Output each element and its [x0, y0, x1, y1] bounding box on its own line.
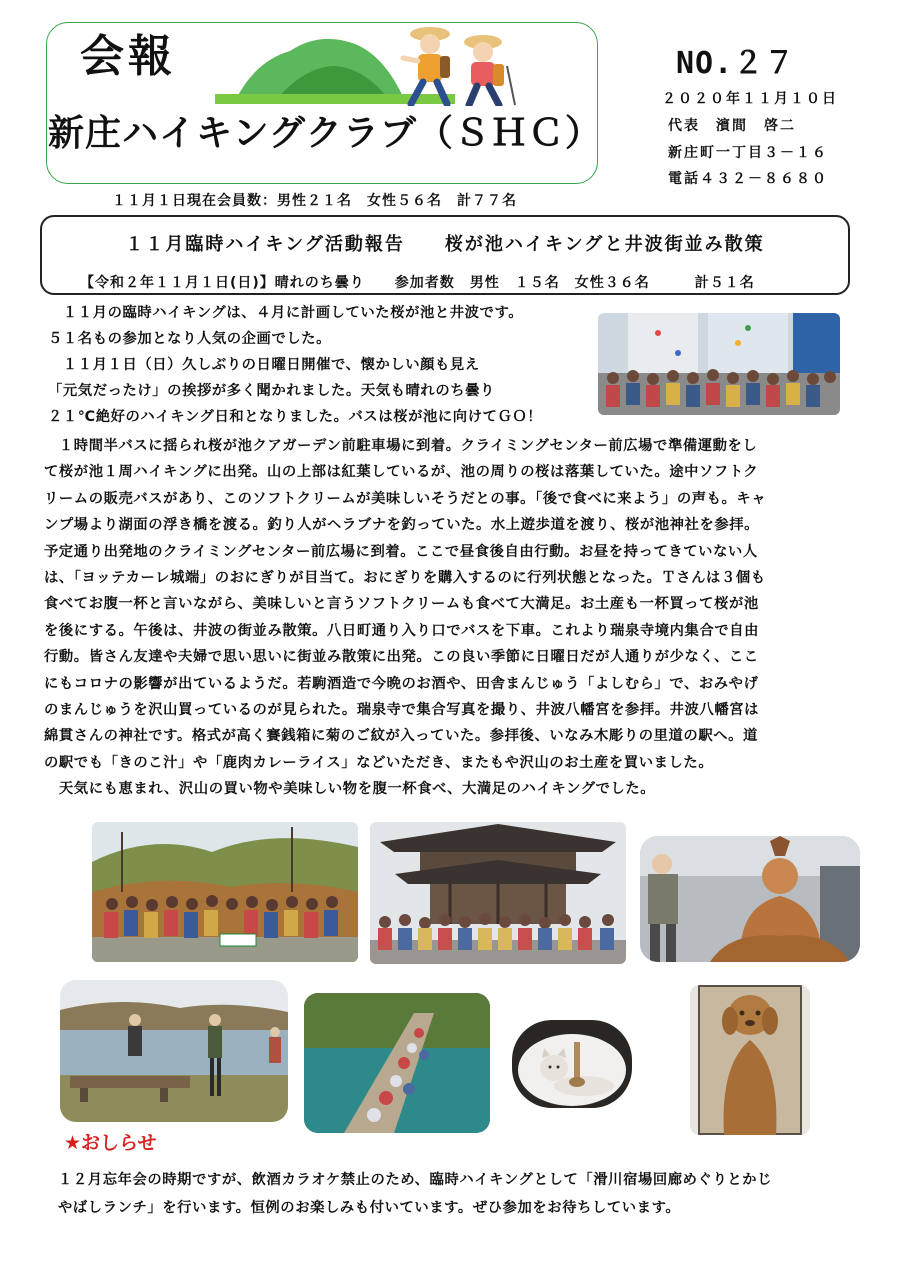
- notice-line: １２月忘年会の時期ですが、飲酒カラオケ禁止のため、臨時ハイキングとして「滑川宿場回廊めぐりとかじ: [58, 1172, 773, 1188]
- body-line: 綿貫さんの神社です。格式が高く賽銭箱に菊のご紋が入っていた。参拝後、いなみ木彫りの里道の駅へ。道: [44, 728, 758, 745]
- hiking-couple-illustration: [215, 6, 535, 106]
- wooden-statue-photo: [640, 836, 860, 962]
- cat-carving-photo: [512, 1020, 632, 1108]
- intro-line: １１月の臨時ハイキングは、４月に計画していた桜が池と井波です。: [48, 305, 524, 321]
- issue-date: ２０２０年１１月１０日: [662, 91, 838, 107]
- body-line: の駅でも「きのこ汁」や「鹿肉カレーライス」などいただき、またもや沢山のお土産を買いました。: [44, 754, 714, 771]
- report-title: １１月臨時ハイキング活動報告 桜が池ハイキングと井波街並み散策: [125, 234, 765, 255]
- intro-line: １１月１日（日）久しぶりの日曜日開催で、懐かしい顔も見え: [48, 357, 480, 373]
- body-line: を後にする。午後は、井波の街並み散策。八日町通り入り口でバスを下車。これより瑞泉寺境内集合で自由: [44, 622, 760, 639]
- newsletter-title: 会報: [80, 31, 176, 82]
- notice-line: やばしランチ」を行います。恒例のお楽しみも付いています。ぜひ参加をお待ちしています。: [58, 1200, 681, 1216]
- body-line: のまんじゅうを沢山買っているのが見られた。瑞泉寺で集合写真を撮り、井波八幡宮を参拝。井波八幡宮は: [44, 701, 760, 718]
- address: 新庄町一丁目３－１６: [668, 145, 828, 161]
- hiker-man-icon: [403, 27, 450, 104]
- hiker-woman-icon: [464, 35, 515, 105]
- group-photo-climbing-wall: [598, 313, 840, 415]
- body-line: 行動。皆さん友達や夫婦で思い思いに街並み散策に出発。この良い季節に日曜日だが人通りが少なく、ここ: [44, 649, 759, 666]
- body-line: 予定通り出発地のクライミングセンター前広場に到着。ここで昼食後自由行動。お昼を持ってきていない人: [44, 543, 758, 560]
- lake-boardwalk-photo: [60, 980, 288, 1122]
- intro-line: ５１名もの参加となり人気の企画でした。: [48, 331, 332, 347]
- group-photo-temple-gate: [370, 822, 626, 964]
- notice-title: ★おしらせ: [64, 1132, 157, 1154]
- body-line: 天気にも恵まれ、沢山の買い物や美味しい物を腹一杯食べ、大満足のハイキングでした。: [44, 781, 656, 798]
- body-line: にもコロナの影響が出ているようだ。若駒酒造で今晩のお酒や、田舎まんじゅう「よしむら」で、おみやげ: [44, 675, 759, 692]
- body-line: １時間半バスに揺られ桜が池クアガーデン前駐車場に到着。クライミングセンター前広場で準備運動をし: [44, 438, 758, 454]
- group-photo-autumn-hillside: [92, 822, 358, 962]
- intro-line: ２１℃絶好のハイキング日和となりました。バスは桜が池に向けてＧＯ！: [48, 409, 543, 425]
- notice-body: [58, 1166, 878, 1222]
- report-body: [44, 433, 864, 802]
- body-line: リームの販売バスがあり、このソフトクリームが美味しいそうだとの事。「後で食べに来よう」の声も。キャ: [44, 490, 767, 507]
- intro-line: 「元気だったけ」の挨拶が多く聞かれました。天気も晴れのち曇り: [48, 383, 495, 399]
- body-line: て桜が池１周ハイキングに出発。山の上部は紅葉しているが、池の周りの桜は落葉していた。途中ソフトク: [44, 464, 759, 481]
- representative: 代表 濱間 啓二: [668, 118, 796, 134]
- body-line: ンプ場より湖面の浮き橋を渡る。釣り人がヘラブナを釣っていた。水上遊歩道を渡り、桜が池神社を参拝。: [44, 517, 760, 534]
- body-line: 食べてお腹一杯と言いながら、美味しいと言うソフトクリームも食べて大満足。お土産も一杯買って桜が池: [44, 596, 759, 613]
- member-count: １１月１日現在会員数：男性２１名 女性５６名 計７７名: [112, 193, 517, 209]
- issue-number: NO.２７: [676, 46, 796, 81]
- club-name: 新庄ハイキングクラブ（ＳＨＣ）: [48, 113, 602, 154]
- report-info: 【令和２年１１月１日(日)】晴れのち曇り 参加者数 男性 １５名 女性３６名 計５１名: [80, 275, 755, 291]
- phone: 電話４３２－８６８０: [668, 171, 828, 187]
- floating-bridge-photo: [304, 993, 490, 1133]
- wooden-dog-carving-photo: [690, 985, 810, 1135]
- intro-paragraph: [48, 300, 588, 430]
- body-line: は、「ヨッテカーレ城端」のおにぎりが目当て。おにぎりを購入するのに行列状態となった。Ｔさんは３個も: [44, 569, 766, 586]
